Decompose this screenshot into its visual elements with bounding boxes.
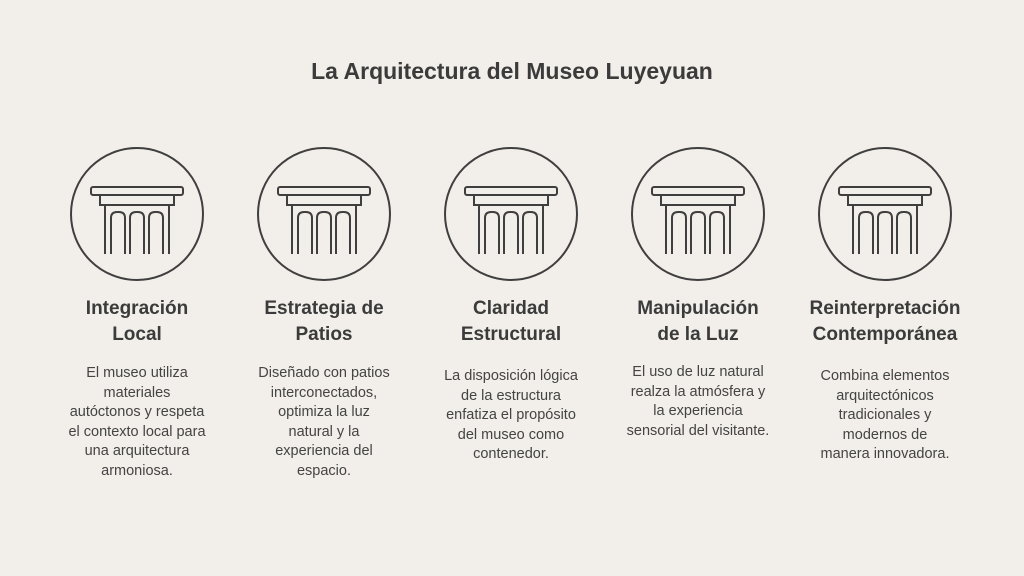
pillar-title [607, 296, 789, 348]
pillar-description-line: Combina elementos [820, 368, 950, 384]
pillar-title [46, 296, 228, 348]
pillar-title [794, 296, 976, 348]
pillar-description-line: modernos de [842, 426, 928, 443]
pillar-card [233, 146, 415, 479]
pillar-description-line: tradicionales y [838, 407, 932, 423]
pillar-description-line: La disposición lógica [444, 368, 578, 384]
pillar-description-line: del museo como [457, 426, 565, 443]
pillar-title-line: Reinterpretación [809, 298, 961, 319]
column-icon [817, 146, 953, 282]
pillar-title-line: de la Luz [657, 324, 739, 345]
column-icon-wrapper [630, 146, 766, 282]
column-icon [256, 146, 392, 282]
pillar-description-line: interconectados, [270, 384, 378, 401]
column-icon-wrapper [443, 146, 579, 282]
pillar-description-line: El museo utiliza [86, 365, 188, 381]
pillar-description-line: natural y la [288, 423, 360, 440]
pillar-description-line: enfatiza el propósito [446, 407, 576, 423]
pillar-description-line: realza la atmósfera y [630, 383, 766, 400]
column-icon [69, 146, 205, 282]
column-icon-wrapper [256, 146, 392, 282]
pillar-description-line: optimiza la luz [278, 404, 370, 420]
column-icon-wrapper [69, 146, 205, 282]
pillar-description-line: materiales [103, 384, 171, 401]
pillar-title [233, 296, 415, 348]
pillar-description-line: experiencia del [275, 443, 373, 459]
pillar-description-line: arquitectónicos [836, 387, 934, 404]
pillar-description-line: sensorial del visitante. [626, 422, 770, 439]
column-icon [443, 146, 579, 282]
pillar-title-line: Integración [85, 298, 189, 319]
pillar-title [420, 296, 602, 348]
pillar-title-line: Claridad [472, 298, 550, 319]
pillar-description-line: una arquitectura [84, 443, 190, 459]
page-title: La Arquitectura del Museo Luyeyuan [311, 58, 713, 84]
column-icon-wrapper [817, 146, 953, 282]
pillar-title-line: Estructural [460, 324, 562, 345]
pillar-description-line: el contexto local para [68, 423, 206, 440]
pillar-description [794, 367, 976, 465]
pillar-title-line: Manipulación [637, 298, 759, 319]
pillar-description-line: la experiencia [653, 403, 743, 419]
pillar-card [46, 146, 228, 479]
pillar-description-line: espacio. [296, 462, 351, 479]
pillar-description [46, 364, 228, 481]
pillar-description-line: manera innovadora. [820, 446, 950, 462]
pillar-description-line: El uso de luz natural [632, 364, 764, 380]
pillar-description-line: contenedor. [473, 446, 549, 462]
pillar-card [420, 146, 602, 462]
pillar-description-line: de la estructura [461, 387, 561, 404]
pillar-description [607, 363, 789, 441]
pillar-title-line: Patios [295, 324, 353, 345]
pillar-card [794, 146, 976, 462]
pillar-description [233, 364, 415, 481]
pillar-description-line: Diseñado con patios [258, 365, 390, 381]
column-icon [630, 146, 766, 282]
pillar-card [607, 146, 789, 439]
pillar-title-line: Estrategia de [264, 298, 384, 319]
pillar-description [420, 367, 602, 465]
pillar-title-line: Local [112, 324, 162, 345]
pillar-description-line: armoniosa. [101, 462, 173, 479]
pillar-description-line: autóctonos y respeta [69, 404, 205, 420]
pillar-title-line: Contemporánea [812, 324, 958, 345]
